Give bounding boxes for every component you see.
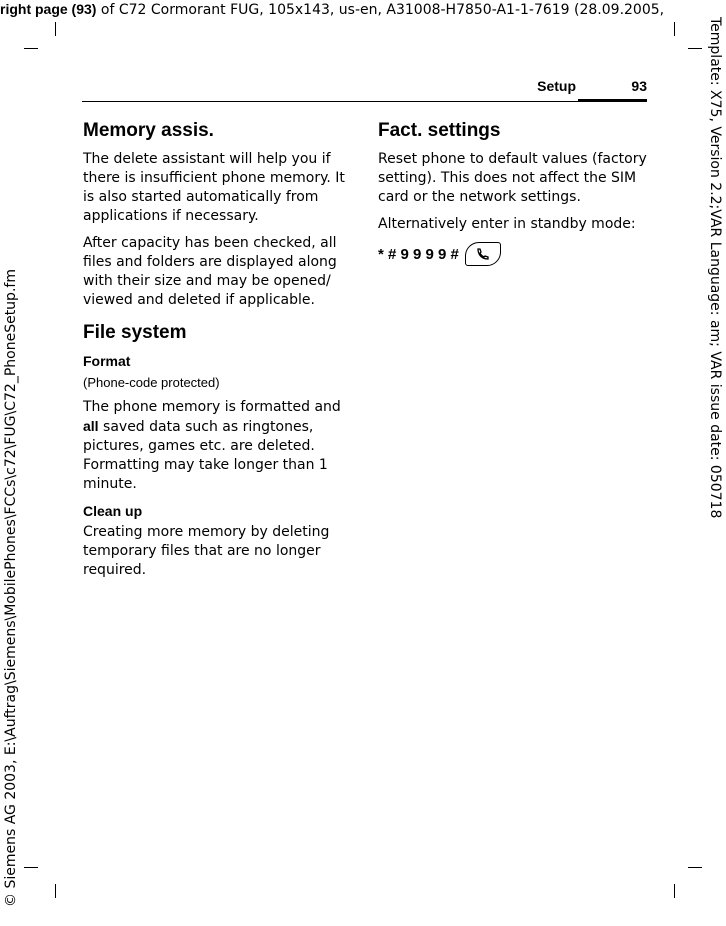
memory-assis-heading: Memory assis. [83, 120, 214, 141]
crop-mark [55, 884, 56, 898]
clean-up-heading: Clean up [83, 503, 143, 519]
left-column [83, 118, 353, 588]
memory-assis-paragraph: The delete assistant will help you if there is insufficient phone memory. It is also started automatically from applications if necessary. [83, 151, 345, 224]
template-info: Template: X75, Version 2.2;VAR Language: am; VAR issue date: 050718 [707, 17, 723, 519]
crop-mark [24, 867, 38, 868]
clean-up-paragraph: Creating more memory by deleting temporary files that are no longer required. [83, 524, 330, 578]
crop-mark [674, 22, 675, 36]
crop-mark [688, 867, 702, 868]
fact-settings-paragraph: Alternatively enter in standby mode: [378, 216, 636, 232]
reset-code-digits: * # 9 9 9 9 # [378, 245, 459, 263]
format-heading: Format [83, 353, 131, 369]
reset-code [378, 242, 648, 266]
call-key-icon [465, 242, 501, 266]
file-system-heading: File system [83, 322, 187, 343]
format-text: saved data such as ringtones, pictures, games etc. are deleted. Formatting may take longer than 1 minute. [83, 419, 328, 492]
format-text: The phone memory is formatted and [83, 399, 341, 415]
crop-mark [674, 884, 675, 898]
copyright-path: © Siemens AG 2003, E:\Auftrag\Siemens\MobilePhones\FCCs\c72\FUG\C72_PhoneSetup.fm [3, 269, 19, 907]
header-rule-accent [578, 99, 647, 102]
format-note: (Phone-code protected) [83, 375, 220, 390]
header-rule [82, 101, 647, 102]
fact-settings-heading: Fact. settings [378, 120, 501, 141]
print-meta: of C72 Cormorant FUG, 105x143, us-en, A31008-H7850-A1-1-7619 (28.09.2005, [100, 2, 665, 18]
right-column [378, 118, 648, 266]
running-head-title: Setup [537, 78, 576, 94]
format-text-bold: all [83, 418, 99, 434]
fact-settings-paragraph: Reset phone to default values (factory setting). This does not affect the SIM card or the network settings. [378, 151, 647, 205]
print-meta-line [0, 0, 726, 18]
page-label: right page (93) [0, 1, 97, 17]
crop-mark [55, 22, 56, 36]
page-number: 93 [631, 78, 647, 94]
crop-mark [688, 48, 702, 49]
memory-assis-paragraph: After capacity has been checked, all files and folders are displayed along with their size and may be opened/ viewed and deleted if applicable. [83, 235, 337, 308]
crop-mark [24, 48, 38, 49]
format-paragraph [83, 398, 353, 494]
